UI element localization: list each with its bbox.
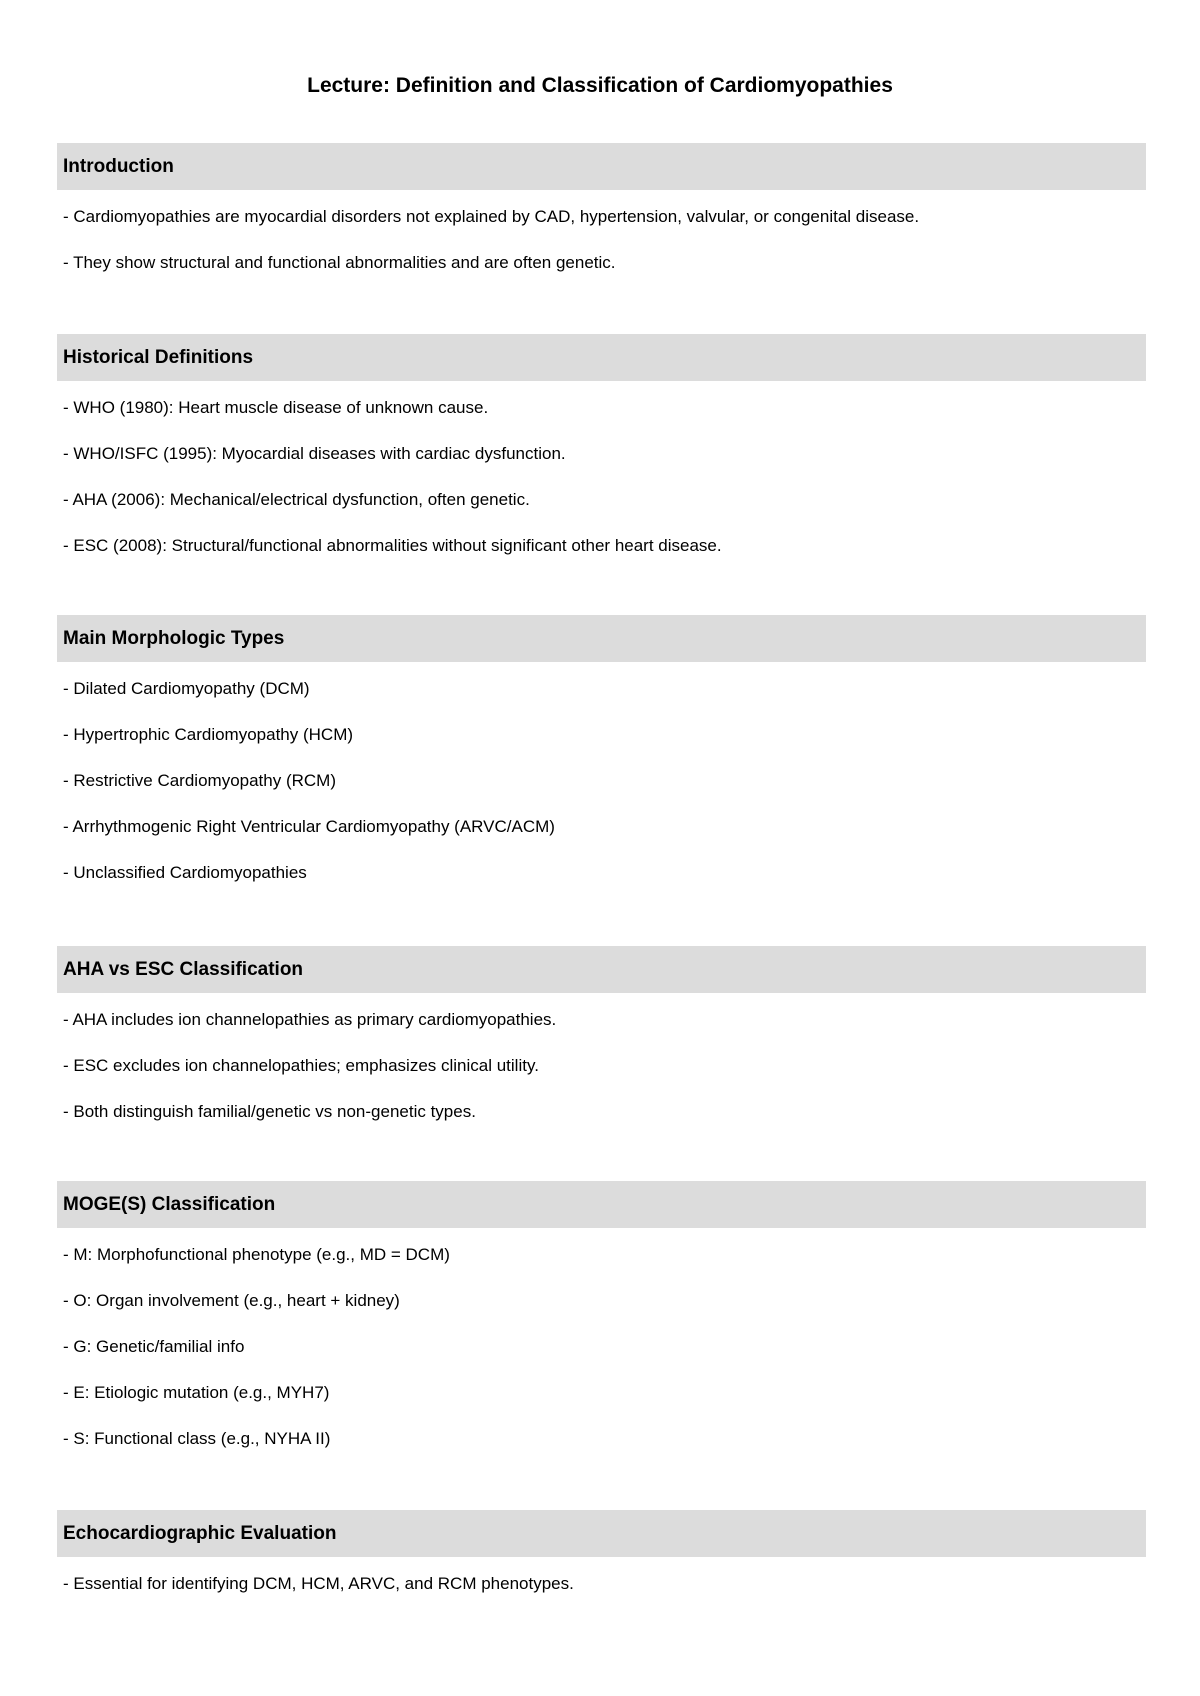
list-item: - Both distinguish familial/genetic vs non-genetic types. — [63, 1102, 476, 1121]
list-item: - WHO/ISFC (1995): Myocardial diseases with cardiac dysfunction. — [63, 444, 566, 463]
section-list — [57, 677, 1146, 885]
section-list — [57, 396, 1146, 558]
section-heading: AHA vs ESC Classification — [57, 946, 1146, 993]
section-list — [57, 1572, 1146, 1596]
section-main-morphologic-types — [57, 615, 1146, 885]
list-item: - Unclassified Cardiomyopathies — [63, 863, 307, 882]
list-item: - AHA includes ion channelopathies as primary cardiomyopathies. — [63, 1010, 557, 1029]
list-item: - Arrhythmogenic Right Ventricular Cardiomyopathy (ARVC/ACM) — [63, 817, 555, 836]
list-item: - G: Genetic/familial info — [63, 1337, 245, 1356]
list-item: - S: Functional class (e.g., NYHA II) — [63, 1429, 331, 1448]
section-heading: Introduction — [57, 143, 1146, 190]
list-item: - ESC excludes ion channelopathies; emphasizes clinical utility. — [63, 1056, 539, 1075]
list-item: - Hypertrophic Cardiomyopathy (HCM) — [63, 725, 354, 744]
list-item: - Restrictive Cardiomyopathy (RCM) — [63, 771, 336, 790]
section-list — [57, 1008, 1146, 1124]
list-item: - WHO (1980): Heart muscle disease of unknown cause. — [63, 398, 489, 417]
section-heading: Historical Definitions — [57, 334, 1146, 381]
list-item: - Dilated Cardiomyopathy (DCM) — [63, 679, 310, 698]
list-item: - E: Etiologic mutation (e.g., MYH7) — [63, 1383, 330, 1402]
section-heading: MOGE(S) Classification — [57, 1181, 1146, 1228]
section-list — [57, 1243, 1146, 1451]
section-aha-vs-esc — [57, 946, 1146, 1124]
list-item: - M: Morphofunctional phenotype (e.g., MD = DCM) — [63, 1245, 450, 1264]
section-list — [57, 205, 1146, 275]
list-item: - Cardiomyopathies are myocardial disorders not explained by CAD, hypertension, valvular, or congenital disease. — [63, 207, 920, 226]
list-item: - They show structural and functional abnormalities and are often genetic. — [63, 253, 616, 272]
page-title: Lecture: Definition and Classification of Cardiomyopathies — [307, 74, 893, 97]
section-echocardiographic-evaluation — [57, 1510, 1146, 1596]
list-item: - AHA (2006): Mechanical/electrical dysfunction, often genetic. — [63, 490, 530, 509]
section-introduction — [57, 143, 1146, 275]
section-heading: Main Morphologic Types — [57, 615, 1146, 662]
list-item: - O: Organ involvement (e.g., heart + kidney) — [63, 1291, 400, 1310]
list-item: - ESC (2008): Structural/functional abnormalities without significant other heart disease. — [63, 536, 722, 555]
list-item: - Essential for identifying DCM, HCM, ARVC, and RCM phenotypes. — [63, 1574, 574, 1593]
section-heading: Echocardiographic Evaluation — [57, 1510, 1146, 1557]
section-moges-classification — [57, 1181, 1146, 1451]
section-historical-definitions — [57, 334, 1146, 558]
